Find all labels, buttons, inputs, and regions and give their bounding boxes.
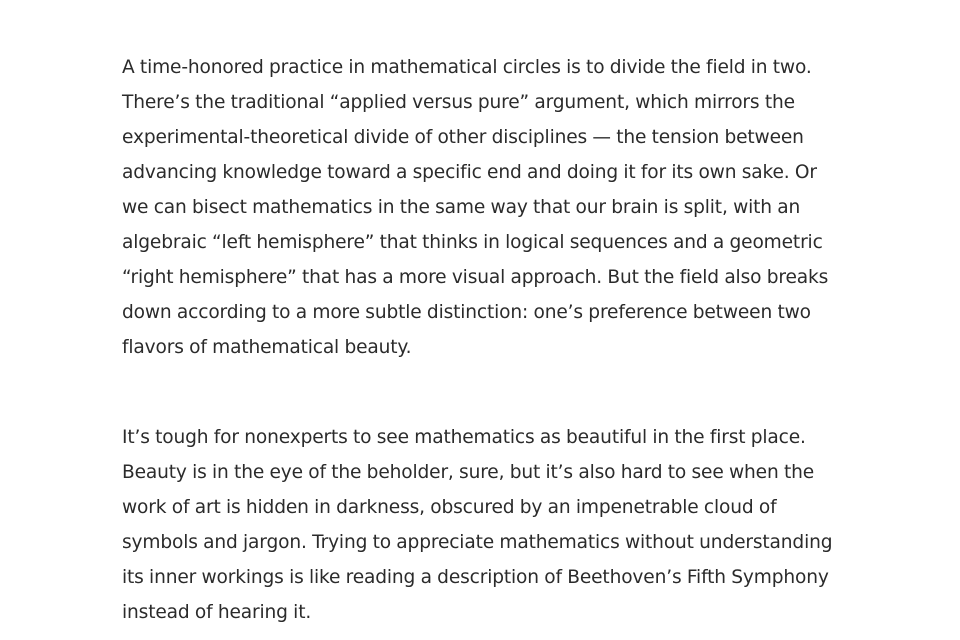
article-body: [122, 50, 838, 630]
article-paragraph-2: It’s tough for nonexperts to see mathematics as beautiful in the first place. Beauty is in the eye of the beholder, sure, but it’s also hard to see when the work of art is hidden in darkness, obscured by an impenetrable cloud of symbols and jargon. Trying to appreciate mathematics without understanding its inner workings is like reading a description of Beethoven’s Fifth Symphony instead of hearing it.: [122, 427, 833, 623]
article-paragraph-1: A time-honored practice in mathematical circles is to divide the field in two. There’s the traditional “applied versus pure” argument, which mirrors the experimental-theoretical divide of other disciplines — the tension between advancing knowledge toward a specific end and doing it for its own sake. Or we can bisect mathematics in the same way that our brain is split, with an algebraic “left hemisphere” that thinks in logical sequences and a geometric “right hemisphere” that has a more visual approach. But the field also breaks down according to a more subtle distinction: one’s preference between two flavors of mathematical beauty.: [122, 57, 829, 358]
